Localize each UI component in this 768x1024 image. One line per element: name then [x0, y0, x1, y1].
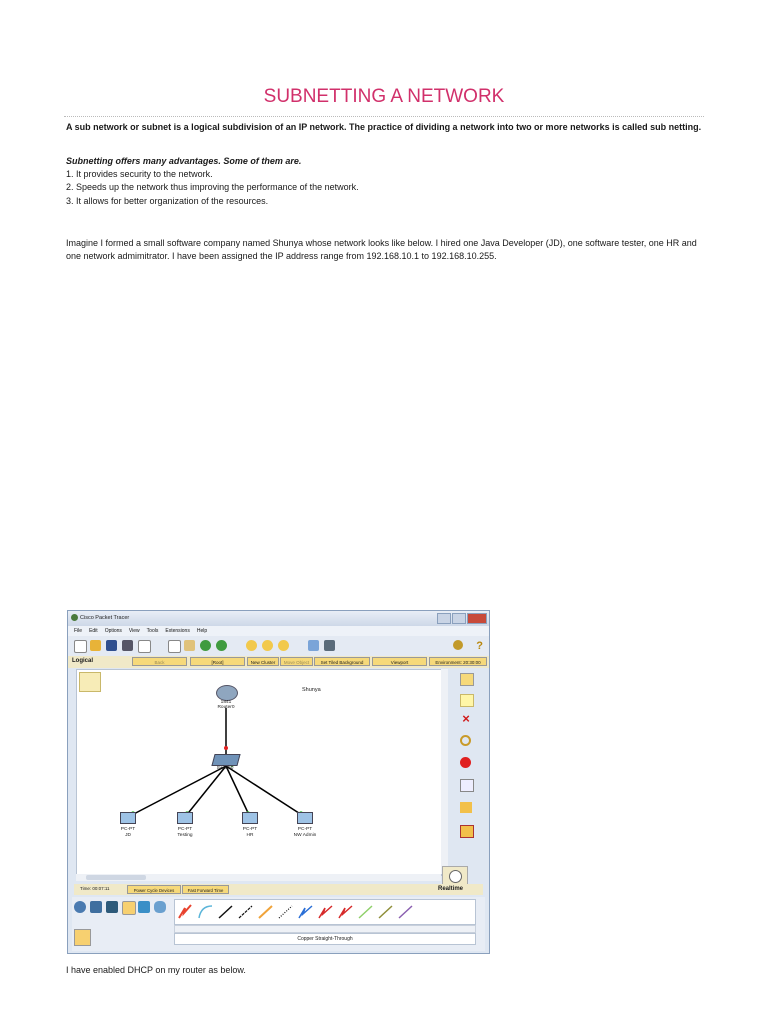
info-icon[interactable] [453, 640, 463, 650]
router-icon [216, 685, 238, 701]
new-cluster-button[interactable]: New Cluster [247, 657, 279, 666]
title-divider [64, 116, 704, 117]
app-icon [71, 614, 78, 621]
switch-name: Switch0 [216, 766, 234, 771]
menu-tools[interactable]: Tools [146, 628, 159, 634]
window-title: Cisco Packet Tracer [80, 615, 130, 621]
routers-category-icon[interactable] [74, 901, 86, 913]
canvas-title: Shunya [302, 687, 321, 693]
workspace-nav-bar [68, 656, 489, 668]
environment-button[interactable]: Environment: 20:30:00 [429, 657, 487, 666]
pc-icon [297, 812, 313, 824]
console-connection-icon [199, 906, 212, 918]
menu-edit[interactable]: Edit [89, 628, 98, 634]
router-name: Router0 [217, 705, 235, 710]
delete-icon[interactable]: × [462, 711, 470, 726]
pc-model: PC-PT [177, 827, 193, 832]
inspect-icon[interactable] [460, 735, 471, 746]
set-background-button[interactable]: Set Tiled Background [314, 657, 370, 666]
root-button[interactable]: [Root] [190, 657, 245, 666]
minimize-button[interactable] [437, 613, 451, 624]
dhcp-paragraph: I have enabled DHCP on my router as below. [66, 965, 246, 975]
end-devices-category-icon[interactable] [138, 901, 150, 913]
paste-icon[interactable] [184, 640, 195, 651]
octal-connection-icon [359, 906, 372, 918]
list-item: 3. It allows for better organization of the resources. [66, 195, 269, 206]
advantages-heading: Subnetting offers many advantages. Some of them are. [66, 156, 302, 166]
serial-dce-connection-icon [319, 906, 332, 918]
phone-connection-icon [279, 906, 292, 918]
pc-icon [242, 812, 258, 824]
wan-emulation-category-icon[interactable] [154, 901, 166, 913]
pc-node-testing[interactable] [173, 812, 197, 852]
menu-view[interactable]: View [128, 628, 140, 634]
add-complex-pdu-icon[interactable] [460, 825, 474, 838]
pc-icon [120, 812, 136, 824]
scenario-paragraph: Imagine I formed a small software company named Shunya whose network looks like below. I hired one Java Developer (JD), one software tester, one HR and one network admimitrator. I have been assigned the IP address range from 192.168.10.1 to 192.168.10.255. [66, 238, 697, 262]
workspace-label[interactable]: Logical [72, 658, 94, 664]
menu-extensions[interactable]: Extensions [165, 628, 190, 634]
resize-icon[interactable] [460, 779, 474, 792]
switch-node[interactable] [210, 752, 242, 774]
serial-dte-connection-icon [339, 906, 352, 918]
connection-types-panel [174, 899, 476, 925]
open-icon[interactable] [90, 640, 101, 651]
router-model: 1841 [220, 700, 232, 705]
list-item: 2. Speeds up the network thus improving the performance of the network. [66, 182, 359, 193]
palette-icon[interactable] [308, 640, 319, 651]
redo-icon[interactable] [216, 640, 227, 651]
menu-help[interactable]: Help [196, 628, 208, 634]
menu-options[interactable]: Options [104, 628, 122, 634]
note-icon[interactable] [460, 694, 474, 707]
help-icon[interactable]: ? [476, 640, 483, 652]
new-icon[interactable] [74, 640, 87, 653]
list-item: 1. It provides security to the network. [66, 169, 213, 179]
pc-name: Testing [177, 833, 193, 838]
intro-paragraph: A sub network or subnet is a logical subdivision of an IP network. The practice of dividing a network into two or more networks is called sub netting. [66, 122, 702, 132]
save-icon[interactable] [106, 640, 117, 651]
fast-forward-button[interactable]: Fast Forward Time [182, 885, 229, 894]
power-cycle-button[interactable]: Power Cycle Devices [127, 885, 181, 894]
advantages-list [66, 168, 706, 208]
horizontal-scrollbar[interactable] [76, 874, 441, 881]
pc-name: HR [246, 833, 254, 838]
pc-name: JD [125, 833, 131, 838]
draw-shape-icon[interactable] [460, 757, 471, 768]
connection-scrollbar[interactable] [174, 925, 476, 933]
window-controls [437, 613, 487, 624]
custom-device-icon[interactable] [324, 640, 335, 651]
back-button[interactable]: Back [132, 657, 187, 666]
copper-cross-over-icon [239, 906, 252, 918]
realtime-mode-label[interactable]: Realtime [437, 886, 463, 892]
pc-icon [177, 812, 193, 824]
clock-toggle[interactable] [442, 866, 468, 886]
device-type-bar [72, 897, 485, 951]
pc-name: NW Admin [293, 833, 317, 838]
switch-icon [211, 754, 240, 766]
pc-model: PC-PT [120, 827, 136, 832]
packet-tracer-window [67, 610, 490, 954]
add-simple-pdu-icon[interactable] [460, 802, 472, 813]
select-icon[interactable] [460, 673, 474, 686]
pc-node-jd[interactable] [116, 812, 140, 852]
zoom-out-icon[interactable] [278, 640, 289, 651]
usb-connection-icon [399, 906, 412, 918]
selected-connection-icon[interactable] [74, 929, 91, 946]
copy-icon[interactable] [168, 640, 181, 653]
page-title: SUBNETTING A NETWORK [263, 86, 505, 107]
hubs-category-icon[interactable] [106, 901, 118, 913]
device-categories [72, 901, 172, 915]
time-readout: Time: 00:07:11 [80, 886, 110, 891]
main-toolbar [68, 636, 489, 656]
move-object-button[interactable]: Move Object [280, 657, 313, 666]
pc-model: PC-PT [297, 827, 313, 832]
connections-category-icon[interactable] [122, 901, 136, 915]
link-status-dot [224, 746, 228, 750]
maximize-button[interactable] [452, 613, 466, 624]
connection-type-label: Copper Straight-Through [174, 933, 476, 945]
vertical-scrollbar[interactable] [441, 669, 448, 874]
zoom-reset-icon[interactable] [262, 640, 273, 651]
status-bar [74, 884, 483, 895]
automatic-connection-icon [179, 905, 191, 918]
menu-bar [68, 626, 489, 636]
wizard-icon[interactable] [138, 640, 151, 653]
common-tools-panel [449, 669, 489, 881]
logical-canvas[interactable] [76, 669, 442, 876]
print-icon[interactable] [122, 640, 133, 651]
viewport-button[interactable]: Viewport [372, 657, 427, 666]
copper-straight-through-icon [219, 906, 232, 918]
switches-category-icon[interactable] [90, 901, 102, 913]
router-node[interactable] [214, 683, 238, 709]
menu-file[interactable]: File [74, 628, 83, 634]
title-bar [68, 611, 489, 626]
undo-icon[interactable] [200, 640, 211, 651]
connection-type-icons [175, 900, 475, 924]
pc-model: PC-PT [242, 827, 258, 832]
fiber-connection-icon [259, 906, 272, 918]
zoom-in-icon[interactable] [246, 640, 257, 651]
iot-custom-cable-icon [379, 906, 392, 918]
clock-icon [449, 870, 462, 883]
coaxial-connection-icon [299, 906, 312, 918]
pc-node-hr[interactable] [238, 812, 262, 852]
pc-node-nw-admin[interactable] [293, 812, 317, 852]
close-button[interactable] [467, 613, 487, 624]
scroll-thumb[interactable] [86, 875, 146, 880]
